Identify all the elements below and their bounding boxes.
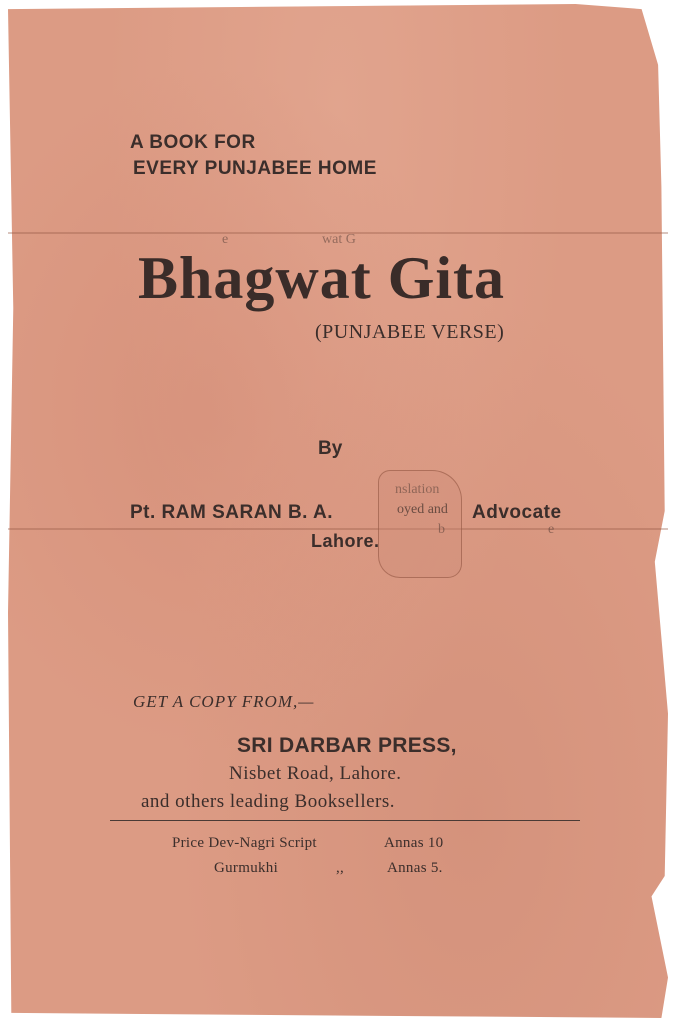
bleed-text-middle: wat G [322, 232, 356, 247]
bleed-text-right-3: b [438, 522, 445, 537]
author-city: Lahore. [311, 531, 380, 551]
price-row-2-ditto: ,, [336, 860, 345, 876]
fold-crease-lower [8, 528, 668, 530]
header-line-2: EVERY PUNJABEE HOME [133, 158, 377, 179]
header-line-1: A BOOK FOR [130, 132, 256, 153]
get-copy-label: GET A COPY FROM,— [133, 692, 315, 711]
bleed-text-right-1: nslation [395, 482, 440, 497]
price-row-2-label: Gurmukhi [214, 860, 279, 876]
publisher-others: and others leading Booksellers. [141, 791, 396, 812]
author-name: Pt. RAM SARAN B. A. [130, 502, 334, 523]
publisher-name: SRI DARBAR PRESS, [237, 734, 457, 757]
book-subtitle: (PUNJABEE VERSE) [315, 321, 505, 343]
price-row-1-label: Price Dev-Nagri Script [172, 835, 317, 851]
bleed-text-right-2: oyed and [397, 502, 448, 517]
bleed-text-right-4: e [548, 522, 555, 537]
by-label: By [318, 438, 343, 459]
author-title: Advocate [472, 502, 562, 523]
publisher-address: Nisbet Road, Lahore. [229, 763, 402, 784]
book-title: Bhagwat Gita [138, 245, 506, 311]
price-row-1-value: Annas 10 [384, 835, 444, 851]
price-row-2-value: Annas 5. [387, 860, 443, 876]
divider-rule [110, 820, 580, 821]
bleed-text-left: e [222, 232, 229, 247]
